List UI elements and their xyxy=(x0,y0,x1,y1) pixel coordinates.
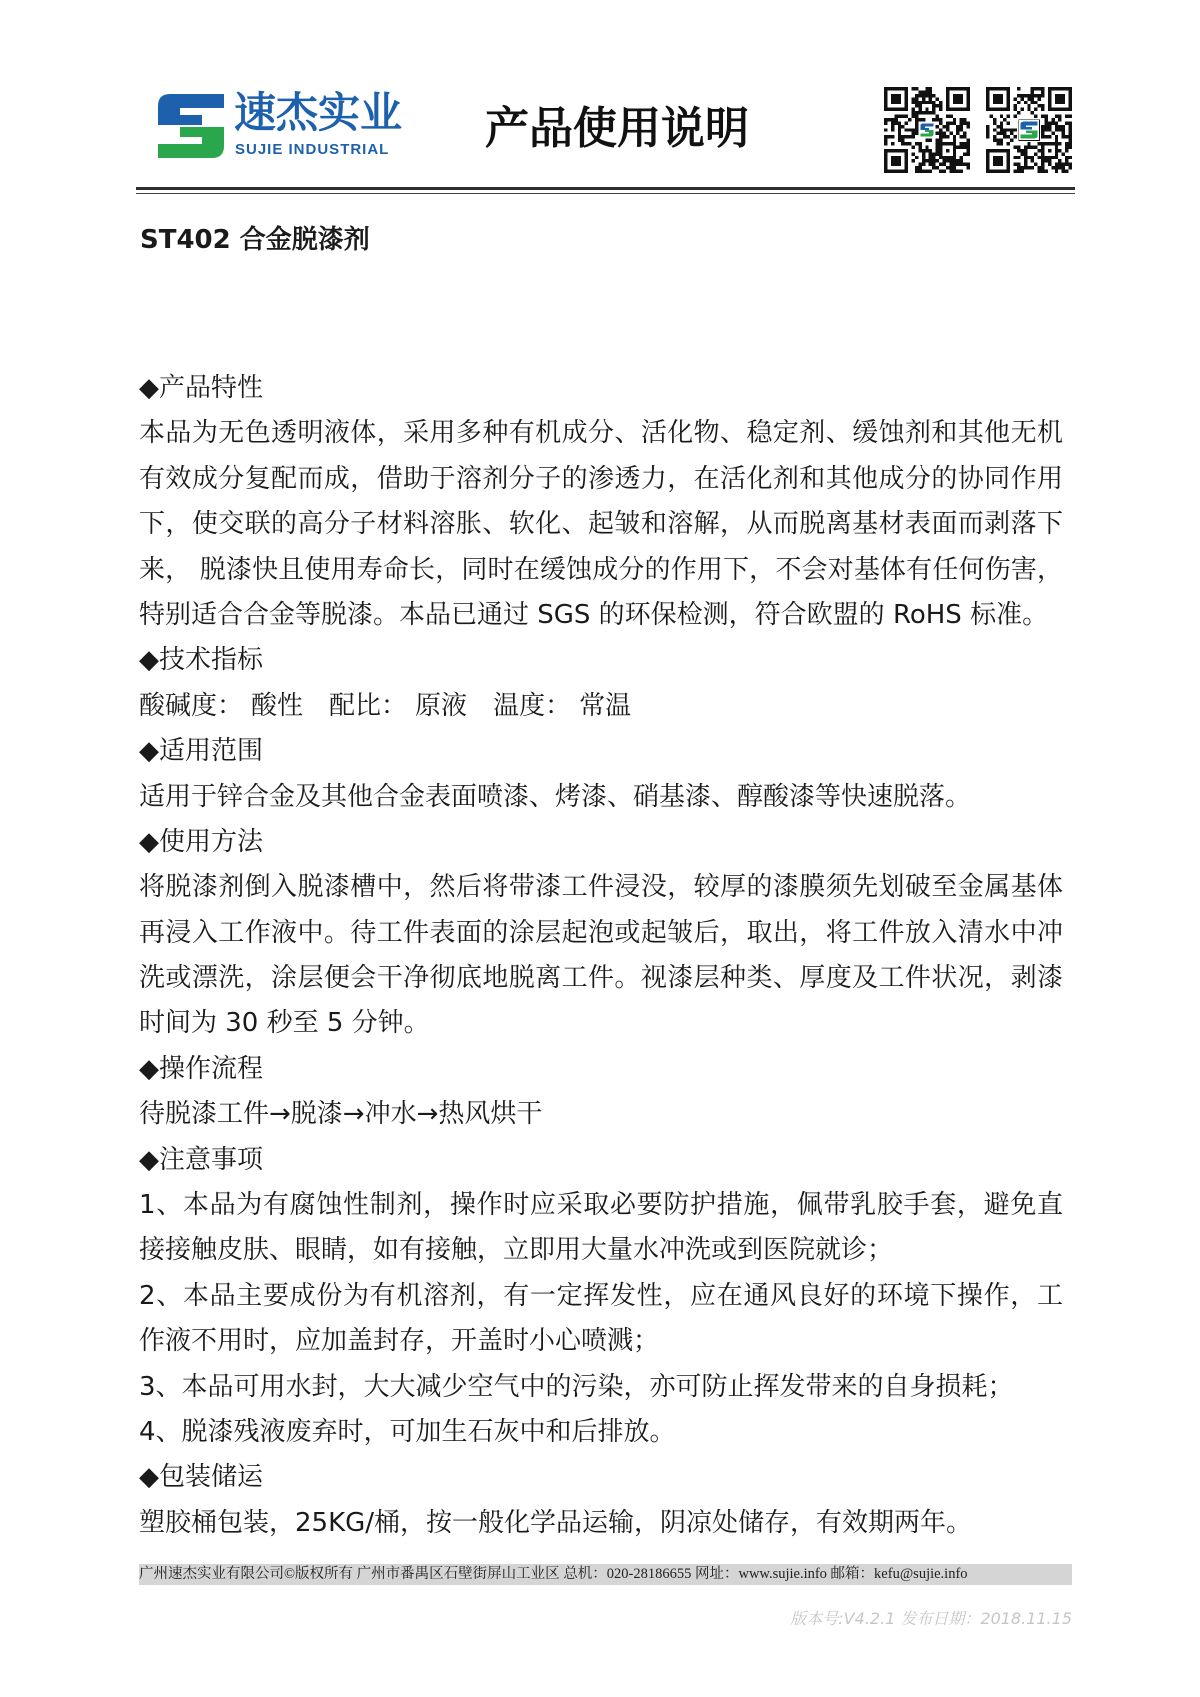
body-line: 4、脱漆残液废弃时，可加生石灰中和后排放。 xyxy=(139,1416,676,1447)
product-title: ST402 合金脱漆剂 xyxy=(140,225,370,255)
body-line: 有效成分复配而成，借助于溶剂分子的渗透力，在活化剂和其他成分的协同作用 xyxy=(139,463,1063,494)
body-line: 接接触皮肤、眼睛，如有接触，立即用大量水冲洗或到医院就诊； xyxy=(139,1235,894,1266)
section-heading: ◆操作流程 xyxy=(139,1053,263,1084)
section-heading: ◆使用方法 xyxy=(139,826,263,857)
sujie-s-logo-icon xyxy=(158,94,224,158)
body-line: 来， 脱漆快且使用寿命长，同时在缓蚀成分的作用下，不会对基体有任何伤害， xyxy=(139,554,1063,585)
qr-code-icon xyxy=(884,87,970,173)
doc-type-title: 产品使用说明 xyxy=(485,103,749,154)
body-line: 下，使交联的高分子材料溶胀、软化、起皱和溶解，从而脱离基材表面而剥落下 xyxy=(139,509,1063,540)
body-line: 适用于锌合金及其他合金表面喷漆、烤漆、硝基漆、醇酸漆等快速脱落。 xyxy=(139,781,972,812)
body-line: 洗或漂洗，涂层便会干净彻底地脱离工件。视漆层种类、厚度及工件状况，剥漆 xyxy=(139,963,1063,994)
section-heading: ◆产品特性 xyxy=(139,373,263,403)
spec-value: 常温 xyxy=(579,690,632,721)
body-line: 时间为 30 秒至 5 分钟。 xyxy=(139,1008,430,1039)
footer-copyright: 广州速杰实业有限公司©版权所有 广州市番禺区石壁街屏山工业区 总机：020-28186655 网址：www.sujie.info 邮箱：kefu@sujie.info xyxy=(139,1566,968,1582)
section-heading: ◆技术指标 xyxy=(139,645,263,676)
body-line: 本品为无色透明液体，采用多种有机成分、活化物、稳定剂、缓蚀剂和其他无机 xyxy=(139,418,1063,449)
section-heading: ◆包装储运 xyxy=(139,1462,263,1493)
qr-code-icon xyxy=(986,87,1072,173)
body-line: 塑胶桶包装，25KG/桶，按一般化学品运输，阴凉处储存，有效期两年。 xyxy=(139,1507,973,1538)
spec-label: 配比： xyxy=(329,690,408,721)
section-heading: ◆注意事项 xyxy=(139,1144,263,1175)
spec-label: 温度： xyxy=(493,690,572,721)
spec-value: 原液 xyxy=(415,690,468,721)
brand-name-cn: 速杰实业 xyxy=(234,88,403,137)
header-divider-thick xyxy=(136,187,1075,190)
footer-bar xyxy=(139,1564,1072,1585)
version-info: 版本号:V4.2.1 发布日期：2018.11.15 xyxy=(790,1609,1072,1628)
brand-name-en: SUJIE INDUSTRIAL xyxy=(235,141,390,158)
body-line: 1、本品为有腐蚀性制剂，操作时应采取必要防护措施，佩带乳胶手套，避免直 xyxy=(139,1190,1063,1221)
body-line: 3、本品可用水封，大大减少空气中的污染，亦可防止挥发带来的自身损耗； xyxy=(139,1371,1014,1402)
body-line: 待脱漆工件→脱漆→冲水→热风烘干 xyxy=(139,1099,543,1130)
header-divider-thin xyxy=(136,193,1075,194)
body-line: 特别适合合金等脱漆。本品已通过 SGS 的环保检测，符合欧盟的 RoHS 标准。 xyxy=(139,599,1049,630)
document-body xyxy=(139,366,1063,1546)
body-line: 2、本品主要成份为有机溶剂，有一定挥发性，应在通风良好的环境下操作，工 xyxy=(139,1280,1063,1311)
spec-line xyxy=(139,684,1063,729)
body-line: 再浸入工作液中。待工件表面的涂层起泡或起皱后，取出，将工件放入清水中冲 xyxy=(139,917,1063,948)
body-line: 作液不用时，应加盖封存，开盖时小心喷溅； xyxy=(139,1326,660,1357)
spec-label: 酸碱度： xyxy=(139,690,244,721)
section-heading: ◆适用范围 xyxy=(139,736,263,767)
spec-value: 酸性 xyxy=(251,690,304,721)
body-line: 将脱漆剂倒入脱漆槽中，然后将带漆工件浸没，较厚的漆膜须先划破至金属基体 xyxy=(139,872,1063,903)
